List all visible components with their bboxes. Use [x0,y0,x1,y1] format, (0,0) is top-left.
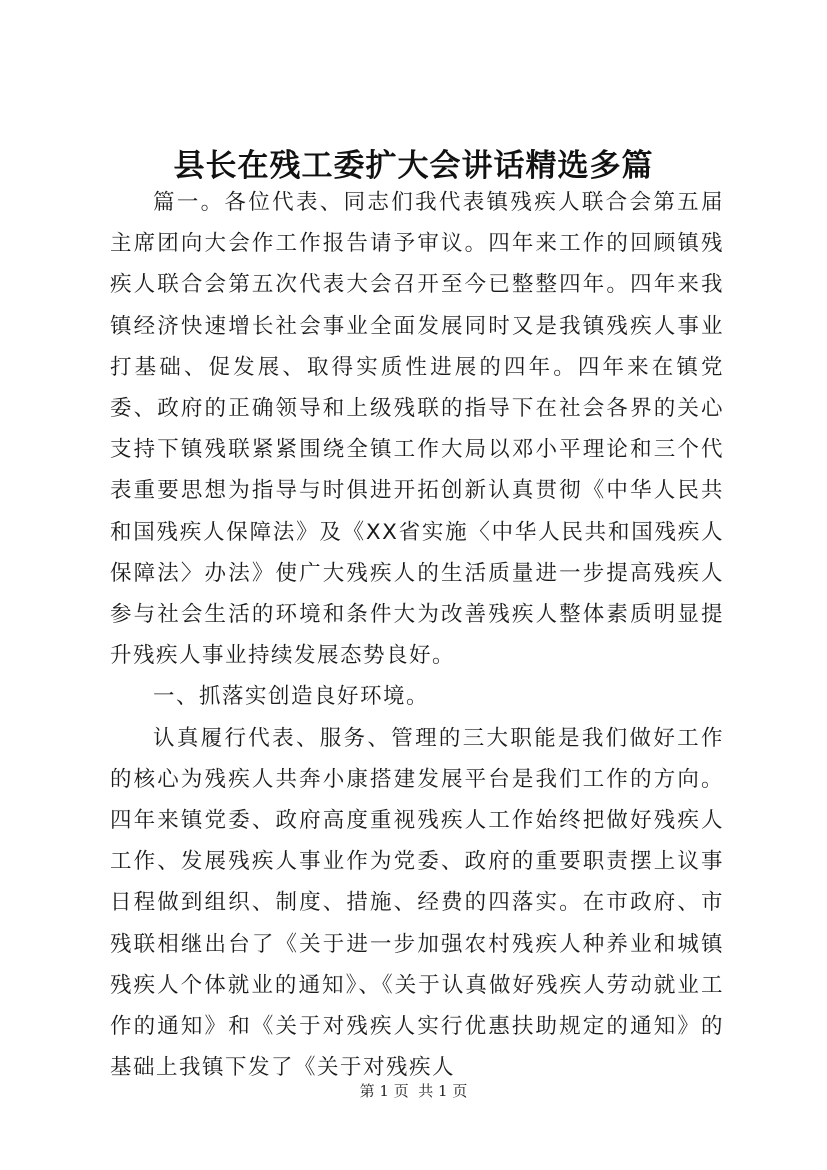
page-footer: 第 1 页 共 1 页 [359,1082,468,1100]
paragraph-1: 篇一。各位代表、同志们我代表镇残疾人联合会第五届主席团向大会作工作报告请予审议。四年来工作的回顾镇残疾人联合会第五次代表大会召开至今已整整四年。四年来我镇经济快速增长社会事业全面发展同时又是我镇残疾人事业打基础、促发展、取得实质性进展的四年。四年来在镇党委、政府的正确领导和上级残联的指导下在社会各界的关心支持下镇残联紧紧围绕全镇工作大局以邓小平理论和三个代表重要思想为指导与时俱进开拓创新认真贯彻《中华人民共和国残疾人保障法》及《XX省实施〈中华人民共和国残疾人保障法〉办法》使广大残疾人的生活质量进一步提高残疾人参与社会生活的环境和条件大为改善残疾人整体素质明显提升残疾人事业持续发展态势良好。 [110,190,724,669]
document-title: 县长在残工委扩大会讲话精选多篇 [173,148,654,184]
document-body [110,182,724,1088]
paragraph-3: 认真履行代表、服务、管理的三大职能是我们做好工作的核心为残疾人共奔小康搭建发展平台是我们工作的方向。四年来镇党委、政府高度重视残疾人工作始终把做好残疾人工作、发展残疾人事业作为党委、政府的重要职责摆上议事日程做到组织、制度、措施、经费的四落实。在市政府、市残联相继出台了《关于进一步加强农村残疾人种养业和城镇残疾人个体就业的通知》、《关于认真做好残疾人劳动就业工作的通知》和《关于对残疾人实行优惠扶助规定的通知》的基础上我镇下发了《关于对残疾人 [110,725,724,1081]
paragraph-2-heading: 一、抓落实创造良好环境。 [153,684,430,710]
